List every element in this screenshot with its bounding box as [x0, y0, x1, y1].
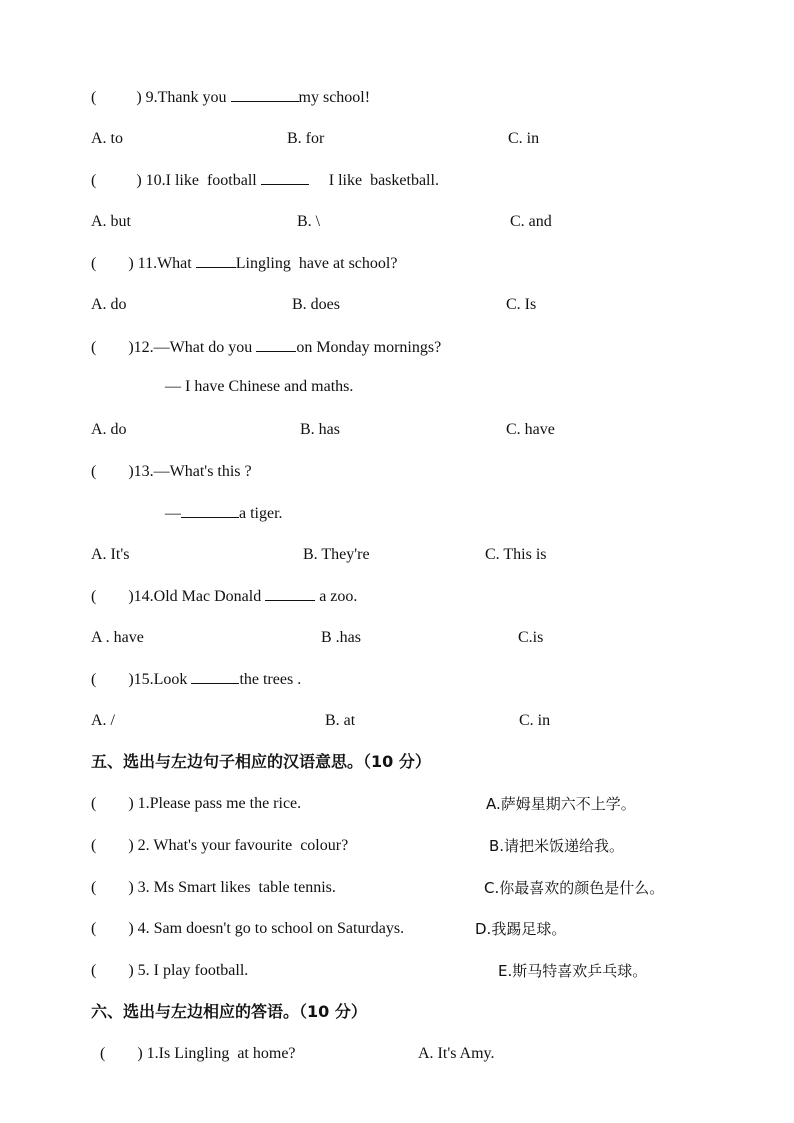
option-c: C. in: [508, 130, 540, 147]
question-9-stem-b: my school!: [298, 89, 371, 106]
matching-question: ( ) 4. Sam doesn't go to school on Saturdays.: [91, 920, 405, 937]
matching-answer: E.斯马特喜欢乒乓球。: [498, 962, 648, 980]
answer-blank: [261, 170, 309, 185]
matching-question: ( ) 1.Please pass me the rice.: [91, 795, 302, 812]
question-10-stem-a: ( ) 10.I like football: [91, 172, 261, 189]
question-12-answer: — I have Chinese and maths.: [165, 378, 354, 395]
option-b: B. at: [325, 712, 356, 729]
answer-blank: [256, 337, 296, 352]
question-14: [91, 586, 357, 607]
question-15-stem-b: the trees .: [239, 671, 302, 688]
question-14-stem-a: ( )14.Old Mac Donald: [91, 588, 266, 605]
question-12-stem-a: ( )12.—What do you: [91, 339, 257, 356]
option-c: C. This is: [485, 546, 547, 563]
answer-blank: [231, 87, 299, 102]
question-10-stem-b: I like basketball.: [308, 172, 439, 189]
matching-answer: B.请把米饭递给我。: [489, 837, 625, 855]
matching-answer: A.萨姆星期六不上学。: [486, 795, 636, 813]
answer-blank: [265, 586, 315, 601]
matching-question: ( ) 3. Ms Smart likes table tennis.: [91, 879, 336, 896]
option-b: B. They're: [303, 546, 370, 563]
option-a: A. but: [91, 213, 131, 230]
option-b: B. has: [300, 421, 340, 438]
option-a: A. It's: [91, 546, 130, 563]
question-15: [91, 669, 301, 690]
question-13-answer-text: a tiger.: [239, 505, 283, 522]
question-11: [91, 253, 397, 274]
question-15-stem-a: ( )15.Look: [91, 671, 192, 688]
option-a: A. to: [91, 130, 123, 147]
question-13-answer-dash: —: [165, 505, 181, 522]
option-a: A. do: [91, 296, 127, 313]
response-answer: A. It's Amy.: [418, 1045, 495, 1062]
question-13-answer: [165, 503, 283, 524]
question-11-stem-b: Lingling have at school?: [235, 255, 398, 272]
question-14-stem-b: a zoo.: [315, 588, 358, 605]
option-a: A. do: [91, 421, 127, 438]
matching-answer: D.我踢足球。: [475, 920, 567, 938]
option-c: C. in: [519, 712, 551, 729]
option-b: B. does: [292, 296, 340, 313]
option-b: B. \: [297, 213, 321, 230]
answer-blank: [181, 503, 239, 518]
question-12: [91, 337, 441, 358]
matching-question: ( ) 5. I play football.: [91, 962, 249, 979]
option-c: C. and: [510, 213, 552, 230]
question-13: ( )13.—What's this ?: [91, 463, 252, 480]
option-c: C. Is: [506, 296, 537, 313]
section-6-heading: 六、选出与左边相应的答语。（10 分）: [91, 1002, 367, 1021]
option-b: B .has: [321, 629, 361, 646]
option-a: A. /: [91, 712, 115, 729]
question-10: [91, 170, 439, 191]
option-c: C.is: [518, 629, 544, 646]
question-9: [91, 87, 370, 108]
option-b: B. for: [287, 130, 325, 147]
question-9-stem-a: ( ) 9.Thank you: [91, 89, 231, 106]
matching-question: ( ) 2. What's your favourite colour?: [91, 837, 349, 854]
answer-blank: [196, 253, 236, 268]
question-11-stem-a: ( ) 11.What: [91, 255, 196, 272]
option-c: C. have: [506, 421, 555, 438]
section-5-heading: 五、选出与左边句子相应的汉语意思。（10 分）: [91, 752, 431, 771]
option-a: A . have: [91, 629, 144, 646]
response-question: ( ) 1.Is Lingling at home?: [100, 1045, 296, 1062]
matching-answer: C.你最喜欢的颜色是什么。: [484, 879, 665, 897]
question-12-stem-b: on Monday mornings?: [296, 339, 442, 356]
answer-blank: [191, 669, 239, 684]
